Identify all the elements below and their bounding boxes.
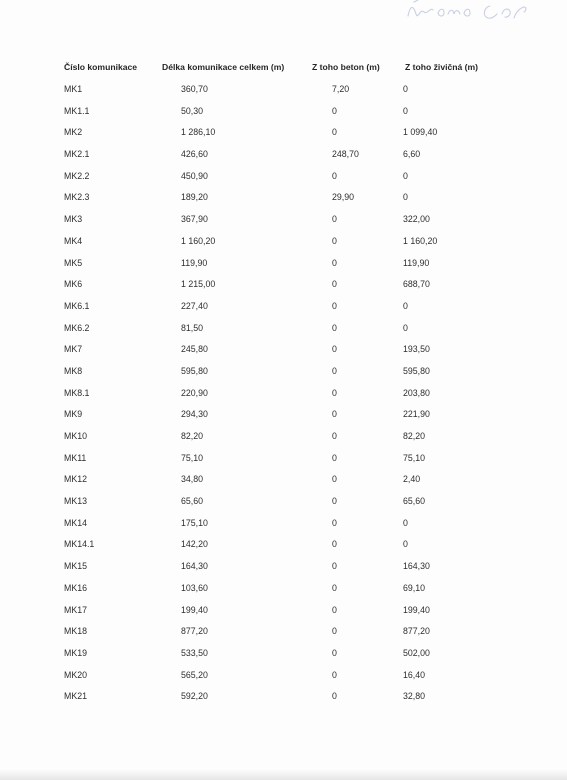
- cell-delka-komunikace: 595,80: [181, 365, 208, 376]
- cell-z-toho-zivicna: 502,00: [403, 647, 430, 658]
- cell-delka-komunikace: 75,10: [181, 452, 204, 463]
- table-row: [0, 171, 567, 193]
- cell-z-toho-beton: 0: [332, 496, 337, 507]
- cell-delka-komunikace: 245,80: [181, 344, 208, 355]
- cell-z-toho-zivicna: 0: [403, 517, 408, 528]
- table-row: [0, 474, 567, 496]
- cell-delka-komunikace: 34,80: [181, 474, 204, 485]
- cell-z-toho-zivicna: 2,40: [403, 474, 421, 485]
- cell-cislo-komunikace: MK14.1: [64, 539, 95, 550]
- cell-z-toho-zivicna: 6,60: [403, 149, 421, 160]
- table-row: [0, 279, 567, 301]
- cell-z-toho-beton: 0: [332, 235, 337, 246]
- cell-z-toho-zivicna: 199,40: [403, 604, 430, 615]
- cell-cislo-komunikace: MK13: [64, 496, 87, 507]
- cell-z-toho-zivicna: 221,90: [403, 409, 430, 420]
- cell-z-toho-beton: 0: [332, 539, 337, 550]
- cell-delka-komunikace: 367,90: [181, 214, 208, 225]
- table-row: [0, 214, 567, 236]
- table-row: [0, 518, 567, 540]
- table-row: [0, 496, 567, 518]
- cell-z-toho-zivicna: 688,70: [403, 279, 430, 290]
- cell-cislo-komunikace: MK6: [64, 279, 83, 290]
- cell-cislo-komunikace: MK18: [64, 626, 87, 637]
- cell-z-toho-beton: 0: [332, 452, 337, 463]
- cell-delka-komunikace: 81,50: [181, 322, 204, 333]
- cell-z-toho-zivicna: 32,80: [403, 691, 426, 702]
- cell-delka-komunikace: 1 286,10: [181, 127, 216, 138]
- cell-z-toho-beton: 0: [332, 127, 337, 138]
- cell-cislo-komunikace: MK16: [64, 582, 87, 593]
- cell-delka-komunikace: 1 215,00: [181, 279, 216, 290]
- cell-z-toho-zivicna: 65,60: [403, 496, 426, 507]
- cell-z-toho-zivicna: 119,90: [403, 257, 430, 268]
- cell-delka-komunikace: 450,90: [181, 170, 208, 181]
- cell-z-toho-beton: 0: [332, 409, 337, 420]
- cell-cislo-komunikace: MK6.2: [64, 322, 90, 333]
- cell-z-toho-zivicna: 0: [403, 539, 408, 550]
- cell-cislo-komunikace: MK8.1: [64, 387, 90, 398]
- table-row: [0, 344, 567, 366]
- cell-cislo-komunikace: MK20: [64, 669, 87, 680]
- cell-z-toho-beton: 0: [332, 626, 337, 637]
- cell-cislo-komunikace: MK9: [64, 409, 83, 420]
- cell-cislo-komunikace: MK6.1: [64, 300, 90, 311]
- cell-cislo-komunikace: MK2.1: [64, 149, 90, 160]
- cell-cislo-komunikace: MK12: [64, 474, 87, 485]
- cell-z-toho-zivicna: 75,10: [403, 452, 426, 463]
- cell-z-toho-zivicna: 1 160,20: [403, 235, 438, 246]
- cell-z-toho-zivicna: 193,50: [403, 344, 430, 355]
- cell-cislo-komunikace: MK7: [64, 344, 83, 355]
- table-row: [0, 409, 567, 431]
- table-row: [0, 431, 567, 453]
- cell-z-toho-beton: 0: [332, 300, 337, 311]
- cell-cislo-komunikace: MK10: [64, 431, 87, 441]
- table-body: [0, 84, 567, 713]
- cell-cislo-komunikace: MK1.1: [64, 105, 90, 116]
- cell-delka-komunikace: 65,60: [181, 496, 204, 507]
- cell-z-toho-beton: 0: [332, 582, 337, 593]
- cell-z-toho-beton: 0: [332, 170, 337, 181]
- cell-delka-komunikace: 189,20: [181, 192, 208, 203]
- table-row: [0, 106, 567, 128]
- cell-delka-komunikace: 426,60: [181, 149, 208, 160]
- table-row: [0, 453, 567, 475]
- cell-z-toho-beton: 0: [332, 431, 337, 441]
- table-row: [0, 670, 567, 692]
- header-cislo-komunikace: Číslo komunikace: [64, 62, 138, 72]
- cell-z-toho-beton: 29,90: [332, 192, 355, 203]
- cell-z-toho-beton: 0: [332, 669, 337, 680]
- cell-cislo-komunikace: MK2: [64, 127, 83, 138]
- cell-cislo-komunikace: MK4: [64, 235, 83, 246]
- cell-cislo-komunikace: MK1: [64, 84, 83, 94]
- cell-z-toho-beton: 0: [332, 344, 337, 355]
- cell-z-toho-beton: 0: [332, 474, 337, 485]
- cell-cislo-komunikace: MK2.3: [64, 192, 90, 203]
- cell-cislo-komunikace: MK5: [64, 257, 83, 268]
- table-row: [0, 561, 567, 583]
- table-row: [0, 539, 567, 561]
- cell-delka-komunikace: 164,30: [181, 561, 208, 572]
- cell-cislo-komunikace: MK3: [64, 214, 83, 225]
- cell-delka-komunikace: 50,30: [181, 105, 204, 116]
- cell-delka-komunikace: 592,20: [181, 691, 208, 702]
- cell-z-toho-zivicna: 0: [403, 84, 408, 94]
- handwritten-annotation: [380, 0, 550, 28]
- cell-z-toho-beton: 0: [332, 647, 337, 658]
- cell-cislo-komunikace: MK2.2: [64, 170, 90, 181]
- table-row: [0, 388, 567, 410]
- cell-z-toho-beton: 0: [332, 561, 337, 572]
- table-row: [0, 626, 567, 648]
- cell-z-toho-zivicna: 877,20: [403, 626, 430, 637]
- cell-cislo-komunikace: MK21: [64, 691, 87, 702]
- cell-cislo-komunikace: MK11: [64, 452, 87, 463]
- cell-z-toho-zivicna: 164,30: [403, 561, 430, 572]
- cell-z-toho-beton: 0: [332, 105, 337, 116]
- cell-z-toho-zivicna: 0: [403, 300, 408, 311]
- cell-z-toho-beton: 0: [332, 387, 337, 398]
- cell-z-toho-zivicna: 0: [403, 105, 408, 116]
- cell-z-toho-zivicna: 0: [403, 322, 408, 333]
- table-row: [0, 323, 567, 345]
- cell-z-toho-zivicna: 322,00: [403, 214, 430, 225]
- cell-z-toho-zivicna: 595,80: [403, 365, 430, 376]
- cell-delka-komunikace: 1 160,20: [181, 235, 216, 246]
- cell-delka-komunikace: 533,50: [181, 647, 208, 658]
- table-row: [0, 192, 567, 214]
- cell-cislo-komunikace: MK17: [64, 604, 87, 615]
- table-row: [0, 301, 567, 323]
- cell-cislo-komunikace: MK14: [64, 517, 87, 528]
- cell-cislo-komunikace: MK19: [64, 647, 87, 658]
- cell-z-toho-beton: 0: [332, 322, 337, 333]
- cell-delka-komunikace: 82,20: [181, 431, 204, 441]
- table-header: [0, 62, 567, 78]
- cell-delka-komunikace: 119,90: [181, 257, 208, 268]
- cell-z-toho-zivicna: 1 099,40: [403, 127, 438, 138]
- cell-z-toho-beton: 0: [332, 604, 337, 615]
- cell-delka-komunikace: 199,40: [181, 604, 208, 615]
- header-z-toho-beton: Z toho beton (m): [312, 62, 380, 72]
- table-row: [0, 648, 567, 670]
- table-row: [0, 366, 567, 388]
- cell-z-toho-zivicna: 82,20: [403, 431, 426, 441]
- cell-delka-komunikace: 294,30: [181, 409, 208, 420]
- cell-delka-komunikace: 220,90: [181, 387, 208, 398]
- cell-delka-komunikace: 227,40: [181, 300, 208, 311]
- table-row: [0, 127, 567, 149]
- cell-z-toho-beton: 0: [332, 517, 337, 528]
- table-row: [0, 691, 567, 713]
- header-delka-komunikace: Délka komunikace celkem (m): [162, 62, 285, 72]
- table-row: [0, 258, 567, 280]
- scan-bottom-edge: [0, 768, 567, 780]
- table-row: [0, 149, 567, 171]
- cell-z-toho-beton: 248,70: [332, 149, 359, 160]
- cell-z-toho-zivicna: 0: [403, 170, 408, 181]
- cell-delka-komunikace: 877,20: [181, 626, 208, 637]
- cell-z-toho-zivicna: 0: [403, 192, 408, 203]
- cell-delka-komunikace: 565,20: [181, 669, 208, 680]
- cell-delka-komunikace: 360,70: [181, 84, 208, 94]
- table-row: [0, 84, 567, 106]
- cell-cislo-komunikace: MK15: [64, 561, 87, 572]
- header-z-toho-zivicna: Z toho živičná (m): [405, 62, 479, 72]
- cell-z-toho-beton: 0: [332, 365, 337, 376]
- cell-z-toho-zivicna: 69,10: [403, 582, 426, 593]
- cell-delka-komunikace: 142,20: [181, 539, 208, 550]
- table-row: [0, 583, 567, 605]
- table-row: [0, 236, 567, 258]
- cell-cislo-komunikace: MK8: [64, 365, 83, 376]
- cell-z-toho-beton: 0: [332, 279, 337, 290]
- cell-z-toho-beton: 0: [332, 257, 337, 268]
- cell-z-toho-zivicna: 16,40: [403, 669, 426, 680]
- cell-delka-komunikace: 175,10: [181, 517, 208, 528]
- cell-z-toho-beton: 0: [332, 214, 337, 225]
- table-row: [0, 605, 567, 627]
- cell-z-toho-zivicna: 203,80: [403, 387, 430, 398]
- cell-z-toho-beton: 7,20: [332, 84, 350, 94]
- cell-z-toho-beton: 0: [332, 691, 337, 702]
- cell-delka-komunikace: 103,60: [181, 582, 208, 593]
